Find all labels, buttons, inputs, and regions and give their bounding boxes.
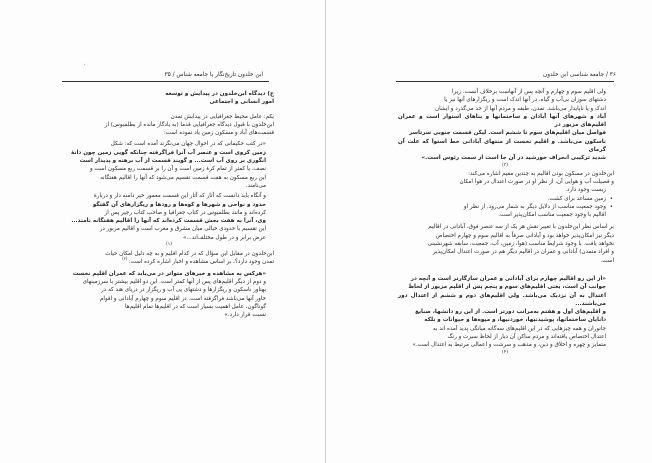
body-line: و دوم از دیگر اقلیم‌های پس از آنها کمتر است. این دو اقلیم بیشتر با سرزمینهای bbox=[82, 278, 266, 285]
bullet-dot-icon: • bbox=[609, 195, 613, 202]
body-line: اندک و یا ناپایدار می‌باشد. تمدن، طبقه و مردم آنها از حد می‌گذرد و ایشان bbox=[435, 105, 606, 112]
bullet-text: اقالیم با وجود جمعیت مناسب امکان‌پذیر است. bbox=[498, 212, 606, 219]
body-line: «هرکس به مشاهده و خبرهای متواتر در می‌یابد که عمران اقلیم نخست bbox=[72, 270, 266, 277]
body-line: فواصل میان اقلیم‌های سوم تا ششم است. لیکن قسمت جنوبی سرتاسر bbox=[408, 130, 606, 137]
body-line: می‌نامند. bbox=[245, 182, 266, 189]
body-line: زمین کروی است و عنصر آب آنرا فراگرفته چنانکه گویی زمین چون دانۀ bbox=[71, 149, 266, 156]
left-page-header: ابن خلدون تاریخ‌نگار یا جامعه شناس / ۳۵ bbox=[164, 72, 263, 78]
body-line: بر اساس نظر ابن‌خلدون با تغییر نقش هر یک از سه عنصر فوق، آبادانی در اقالیم bbox=[428, 224, 614, 231]
body-line: ولی اقلیم سوم و چهارم و آنچه پس از آنهاست برخلاف آنست. زیرا bbox=[452, 89, 606, 95]
body-line: عرض برابر و در طول مختلف‌اند...» bbox=[183, 234, 266, 241]
body-line: این تقسیم با حدودی خیالی میان مشرق و مغرب است و اقالیم مزبور در bbox=[99, 226, 266, 233]
quote-line: اعتدال به آن نزدیک می‌باشد. ولی اقلیم‌های دوم و ششم از اعتدال دور می‌باشند... bbox=[398, 292, 606, 307]
body-line: ابن‌خلدون در مقابل این سؤال که در کدام اقلیم و به چه دلیل امکان حیات bbox=[105, 251, 274, 258]
body-line: ابن‌خلدون با قبول دیدگاه جغرافیایی قدما (به‌ یادگار مانده از بطلمیوس) از bbox=[104, 121, 274, 128]
footnote-ref-3: (۳) bbox=[502, 162, 508, 168]
section-title-line-1: ج) دیدگاه ابن‌خلدون در پیدایش و توسعه bbox=[165, 91, 274, 97]
right-paragraphs bbox=[396, 88, 614, 163]
body-line: «در کتب حکیمانی که در احوال جهان می‌نگرند آمده است که: شکل bbox=[110, 141, 266, 148]
quote-line: اعتدال اختصاص یافته‌اند و مردم ساکن آن دیار از لحاظ سیرت و رنگ bbox=[447, 334, 606, 341]
section-title-line-2: امور انسانی و اجتماعی bbox=[209, 99, 274, 106]
body-line: گوناگون، عامل اهمیت بسیار است که در اقلیم‌ها تمام اقلیم‌ها bbox=[125, 303, 266, 310]
quote-line: «از این رو اقالیم چهارم برای آبادانی و عمران سازگارتر است و آنچه در bbox=[410, 275, 606, 282]
body-line: تمدن وجود دارد؟، بر اساس مشاهده و اخبار اشاره کرده است: $^{(۲)}$ bbox=[122, 256, 274, 266]
body-line: و افراد متمدن) آبادانی و عمران در اقالیم دیگر هم در صورت اعتدال امکان‌پذیر bbox=[432, 249, 614, 256]
page-mark: ، bbox=[84, 61, 86, 67]
left-page-body bbox=[64, 90, 274, 319]
footnote-ref-2: (۲) bbox=[122, 256, 129, 262]
right-page bbox=[326, 0, 652, 463]
body-line: حدود و نواحی و شهرها و کوه‌ها و رودها و ریگزارهای آن گفتگو bbox=[92, 201, 266, 208]
quote-line: متمایز و چهره و اخلاق و دین، و مذهب و سرشت و اعمالی مرتبط به اعتدال است.» bbox=[412, 342, 606, 349]
right-paragraph-2 bbox=[396, 170, 614, 195]
quote-line: و اقلیم‌های اول و هفتم به‌مراتب دورتر است. از این رو دانشها، صنایع bbox=[415, 309, 606, 316]
quote-line: دانایان ساختمانها، پوشیدنیها، خوردنیها، و میوه‌ها و حیوانات و بلکه bbox=[424, 317, 606, 324]
left-header-rule bbox=[62, 81, 269, 82]
right-paragraph-3 bbox=[396, 223, 614, 264]
body-line: ابن‌خلدون در مسکون بودن اقالیم به چندین مقیم اشاره می‌کند: bbox=[468, 170, 614, 177]
body-line: و آنگاه باید دانست که آثار که آثار این قسمت معمور خیر دامنه دار و دربارۀ bbox=[93, 193, 266, 200]
bullet-dot-icon: • bbox=[609, 203, 613, 210]
bullet-item bbox=[396, 195, 614, 203]
body-line: زیست وجود دارد. bbox=[565, 187, 606, 194]
right-page-body bbox=[396, 88, 614, 355]
bullet-text: وجود جمعیت مناسب از دلایل دیگر به شمار می‌رود. از نظر او bbox=[463, 203, 606, 210]
body-line: انگوری بر روی آب است... و گویند قسمت از آب برهنه و پدیدار است bbox=[79, 158, 266, 165]
right-page-header: ۳۶ / جامعه شناسی ابن خلدون bbox=[542, 72, 616, 78]
quote-line: جوانب آن است، یعنی اقلیم‌های سوم و پنجم پس از اقلیم مزبور از لحاظ bbox=[408, 284, 606, 291]
body-line: دیگر نیز امکان‌پذیر خواهد بود و آبادانی صرفاً به اقالیم سوم و چهارم اختصاص bbox=[435, 232, 614, 239]
body-line: شدید ترکیبی انحراف خورشید در آن جا است از سمت رئوس است.» bbox=[421, 155, 606, 162]
body-line: وی، آنرا به هفت بخش قسمت کرده‌اند که آنها را اقالیم هفتگانه نامند... bbox=[71, 218, 266, 225]
footnote-ref-1: (۱) bbox=[166, 242, 172, 248]
body-line: بهناور ناسکون و ریگزارها و دشتهای پی آب و ریگزار در دریای هند که در bbox=[100, 287, 266, 294]
body-line: خاور آنها می‌باشد فراگرفته است. در اقلیم سوم و چهارم آبادانی و اقوام bbox=[99, 295, 266, 302]
right-bullets bbox=[396, 195, 614, 220]
body-line: دشتهای سوزان بی‌آب و گیاه، در آنها اندک است و ریگزارهای آنها نیز یا bbox=[444, 97, 606, 104]
body-line: آباد و شهرهای آنها آبادان و ساختمانها و بناهای استوار است و عمران اقلیم‌های مزبور در bbox=[398, 113, 606, 129]
bullet-item bbox=[396, 203, 614, 211]
body-line: و فصیلت آب و هوایی آن، از نظر او در صورت اعتدال در هوا امکان bbox=[459, 178, 614, 185]
body-line: ناسکون می‌باشد. و اقلیم نخست از منتهای آبادانی خط استوا که علت آن گرمای bbox=[398, 138, 606, 154]
quote-line: جانوران و همه چیزهایی که در این اقلیم‌های سه‌گانه میانگی پدید آمده اند به bbox=[432, 325, 606, 332]
body-line: نصف، یا کمتر از تمام کرۀ زمین است و آن را بر قسمت ربع مسکون است و bbox=[89, 166, 266, 173]
subheading: یکم: عامل محیط جغرافیایی در پیدایش تمدن bbox=[170, 113, 274, 120]
bullet-item bbox=[396, 211, 614, 219]
right-quote bbox=[396, 275, 614, 350]
body-line: است. bbox=[600, 257, 614, 264]
body-line: نخواهد یافت. با وجود شرایط مناسب (هوا، زمین، آب، جمعیت، سابقه شهرنشینی bbox=[427, 241, 614, 248]
right-header-rule bbox=[396, 81, 614, 82]
body-line: این ربع مسکون به هفت قسمت تقسیم می‌شود که آنها را اقالیم هفتگانه bbox=[100, 174, 266, 181]
body-line: قسمت‌های آباد و مسکون زمین یاد نموده است: bbox=[163, 130, 274, 137]
body-line: کرده‌اند و مانند بطلمیوس در کتاب جغرافیا و صاحب کتاب رجیر پس از bbox=[104, 209, 266, 216]
body-line: نسبت قرار دارد.» bbox=[224, 312, 266, 319]
footnote-ref-4: (۴) bbox=[502, 349, 508, 355]
left-paragraphs bbox=[64, 121, 274, 320]
bullet-text: زمین مساعد برای کشت. bbox=[547, 195, 606, 202]
